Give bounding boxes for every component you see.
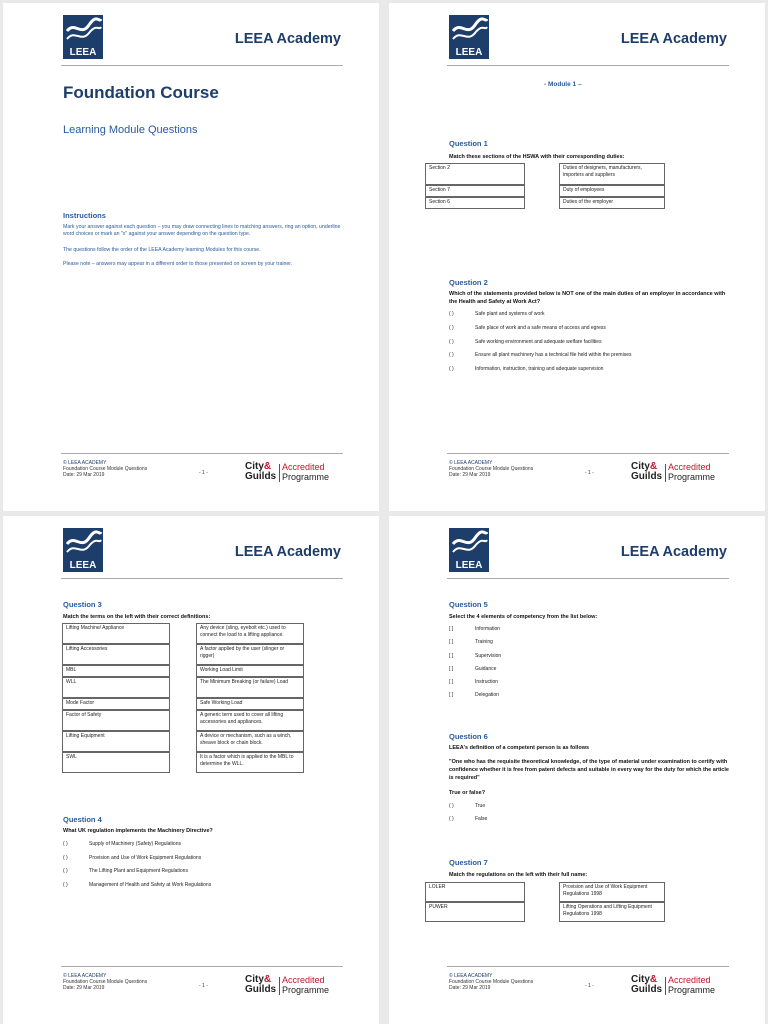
option[interactable]: ( ) False xyxy=(449,816,488,822)
footer-divider xyxy=(447,966,729,967)
q3-definition: A generic term used to cover all lifting accessories and appliances. xyxy=(196,710,304,731)
option[interactable]: [ ] Training xyxy=(449,639,493,645)
footer-copyright: © LEEA ACADEMY xyxy=(63,460,107,466)
footer-copyright: © LEEA ACADEMY xyxy=(63,973,107,979)
q3-term: Factor of Safety xyxy=(62,710,170,731)
q7-term: LOLER xyxy=(425,882,525,902)
option[interactable]: ( ) True xyxy=(449,803,486,809)
academy-title: LEEA Academy xyxy=(620,31,727,47)
city-guilds-logo: City& Guilds Accredited Programme xyxy=(245,461,330,482)
q7-term: PUWER xyxy=(425,902,525,922)
instructions-paragraph-1: Mark your answer against each question – you may draw connecting lines to matching answers, ring an option, underline word choices or mark an "x" against your answer depending on the question type. xyxy=(63,224,341,237)
q3-definition: Any device (sling, eyebolt etc.) used to connect the load to a lifting appliance. xyxy=(196,623,304,644)
instructions-heading: Instructions xyxy=(63,211,106,220)
footer-divider xyxy=(61,453,343,454)
leea-logo-icon xyxy=(63,15,103,59)
question-7-text: Match the regulations on the left with their full name: xyxy=(449,872,588,878)
q1-definition: Duties of designers, manufacturers, importers and suppliers xyxy=(559,163,665,185)
q3-definition: A device or mechanism, such as a winch, sheave block or chain block. xyxy=(196,731,304,752)
q3-term: Lifting Equipment xyxy=(62,731,170,752)
svg-text:LEEA: LEEA xyxy=(69,560,97,571)
page-number: - 1 - xyxy=(585,470,594,476)
question-3-text: Match the terms on the left with their correct definitions: xyxy=(63,614,211,620)
leea-logo-icon xyxy=(449,15,489,59)
course-subtitle: Learning Module Questions xyxy=(63,124,198,136)
svg-text:LEEA: LEEA xyxy=(69,47,97,58)
option[interactable]: [ ] Supervision xyxy=(449,653,502,659)
question-4-title: Question 4 xyxy=(63,815,102,824)
q3-definition: Safe Working Load xyxy=(196,698,304,710)
option[interactable]: ( ) Safe working environment and adequate welfare facilities xyxy=(449,339,602,345)
module-heading: - Module 1 – xyxy=(544,81,582,88)
city-guilds-logo: City& Guilds Accredited Programme xyxy=(245,974,330,995)
footer-doc: Foundation Course Module Questions xyxy=(63,979,148,985)
header-divider xyxy=(61,65,343,66)
option[interactable]: [ ] Information xyxy=(449,626,501,632)
academy-title: LEEA Academy xyxy=(234,544,341,560)
footer-date: Date: 29 Mar 2019 xyxy=(63,472,105,478)
header-divider xyxy=(61,578,343,579)
leea-logo-icon xyxy=(63,528,103,572)
question-1-text: Match these sections of the HSWA with their corresponding duties: xyxy=(449,154,625,160)
question-1-table xyxy=(425,163,665,209)
option[interactable]: ( ) Ensure all plant machinery has a technical file held within the premises xyxy=(449,352,632,358)
q1-term: Section 7 xyxy=(425,185,525,197)
footer-divider xyxy=(61,966,343,967)
footer-date: Date: 29 Mar 2019 xyxy=(449,985,491,991)
option[interactable]: ( ) Safe plant and systems of work xyxy=(449,311,545,317)
header-divider xyxy=(447,65,729,66)
q1-term: Section 6 xyxy=(425,197,525,209)
question-6-title: Question 6 xyxy=(449,732,488,741)
page-2 xyxy=(389,3,765,511)
footer-info xyxy=(449,460,533,478)
question-1-title: Question 1 xyxy=(449,139,488,148)
instructions-paragraph-3: Please note – answers may appear in a different order to those presented on screen by your trainer. xyxy=(63,261,293,267)
footer-date: Date: 29 Mar 2019 xyxy=(63,985,105,991)
footer-divider xyxy=(447,453,729,454)
q7-definition: Lifting Operations and Lifting Equipment Regulations 1998 xyxy=(559,902,665,922)
question-7-title: Question 7 xyxy=(449,858,488,867)
q7-definition: Provision and Use of Work Equipment Regulations 1998 xyxy=(559,882,665,902)
page-3 xyxy=(3,516,379,1024)
option[interactable]: [ ] Instruction xyxy=(449,679,499,685)
q3-term: MBL xyxy=(62,665,170,677)
option[interactable]: ( ) Provision and Use of Work Equipment Regulations xyxy=(63,855,202,861)
q3-term: Mode Factor xyxy=(62,698,170,710)
q3-term: WLL xyxy=(62,677,170,698)
q3-definition: The Minimum Breaking (or failure) Load xyxy=(196,677,304,698)
question-6-quote: "One who has the requisite theoretical knowledge, of the type of material under examination to certify with confidence whether it is free from patent defects and suitable in every way for the duty for which the article is required" xyxy=(449,759,729,781)
header-divider xyxy=(447,578,729,579)
q3-definition: Working Load Limit xyxy=(196,665,304,677)
city-guilds-logo: City& Guilds Accredited Programme xyxy=(631,974,716,995)
question-2-text: Which of the statements provided below is NOT one of the main duties of an employer in accordance with the Health and Safety at Work Act? xyxy=(449,291,726,305)
footer-doc: Foundation Course Module Questions xyxy=(449,466,534,472)
question-5-title: Question 5 xyxy=(449,600,488,609)
question-3-table xyxy=(62,623,304,773)
q3-definition: It is a factor which is applied to the MBL to determine the WLL. xyxy=(196,752,304,773)
q1-definition: Duty of employees xyxy=(559,185,665,197)
instructions-paragraph-2: The questions follow the order of the LEEA Academy learning Modules for this course. xyxy=(63,247,261,253)
question-6-text: LEEA's definition of a competent person is as follows xyxy=(449,745,590,751)
q1-definition: Duties of the employer xyxy=(559,197,665,209)
course-title: Foundation Course xyxy=(63,83,219,102)
q3-term: SWL xyxy=(62,752,170,773)
svg-text:LEEA: LEEA xyxy=(455,560,483,571)
question-5-text: Select the 4 elements of competency from the list below: xyxy=(449,614,598,620)
option[interactable]: ( ) Management of Health and Safety at Work Regulations xyxy=(63,882,212,888)
page-number: - 1 - xyxy=(199,983,208,989)
option[interactable]: ( ) Information, instruction, training and adequate supervision xyxy=(449,366,604,372)
footer-info xyxy=(63,460,147,478)
q3-term: Lifting Machine/ Appliance xyxy=(62,623,170,644)
page-4 xyxy=(389,516,765,1024)
footer-copyright: © LEEA ACADEMY xyxy=(449,460,493,466)
question-6-prompt: True or false? xyxy=(449,790,486,796)
q3-term: Lifting Accessories xyxy=(62,644,170,665)
option[interactable]: [ ] Guidance xyxy=(449,666,497,672)
footer-doc: Foundation Course Module Questions xyxy=(63,466,148,472)
academy-title: LEEA Academy xyxy=(234,31,341,47)
footer-doc: Foundation Course Module Questions xyxy=(449,979,534,985)
option[interactable]: [ ] Delegation xyxy=(449,692,499,698)
footer-info xyxy=(449,973,533,991)
leea-logo-icon xyxy=(449,528,489,572)
q3-definition: A factor applied by the user (slinger or rigger) xyxy=(196,644,304,665)
svg-text:LEEA: LEEA xyxy=(455,47,483,58)
question-4-text: What UK regulation implements the Machinery Directive? xyxy=(63,828,213,834)
option[interactable]: ( ) Supply of Machinery (Safety) Regulations xyxy=(63,841,181,847)
q1-term: Section 2 xyxy=(425,163,525,185)
question-3-title: Question 3 xyxy=(63,600,102,609)
city-guilds-logo: City& Guilds Accredited Programme xyxy=(631,461,716,482)
page-number: - 1 - xyxy=(585,983,594,989)
page-1 xyxy=(3,3,379,511)
option[interactable]: ( ) Safe place of work and a safe means of access and egress xyxy=(449,325,606,331)
question-2-title: Question 2 xyxy=(449,278,488,287)
page-number: - 1 - xyxy=(199,470,208,476)
footer-date: Date: 29 Mar 2019 xyxy=(449,472,491,478)
option[interactable]: ( ) The Lifting Plant and Equipment Regulations xyxy=(63,868,188,874)
footer-info xyxy=(63,973,147,991)
question-7-table xyxy=(425,882,665,922)
academy-title: LEEA Academy xyxy=(620,544,727,560)
footer-copyright: © LEEA ACADEMY xyxy=(449,973,493,979)
